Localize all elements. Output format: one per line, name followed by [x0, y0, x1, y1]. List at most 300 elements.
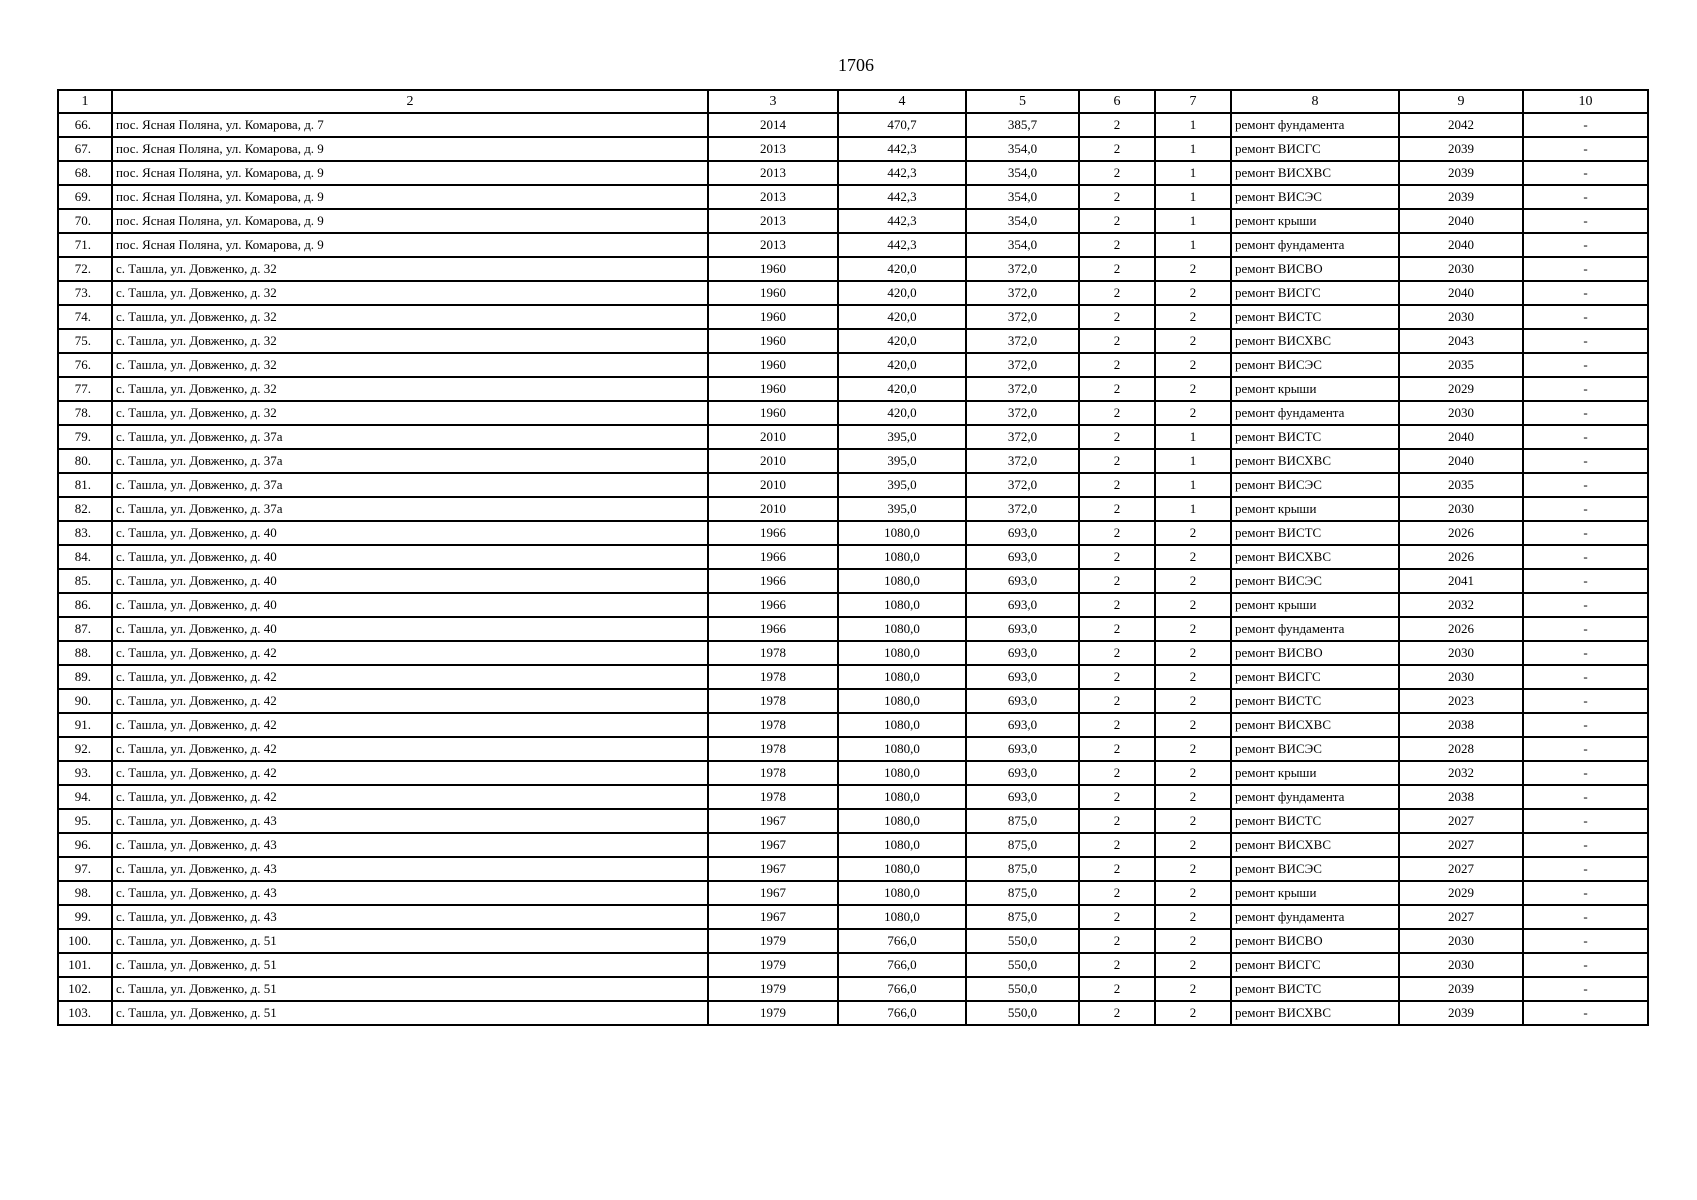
cell-living-area: 372,0 — [966, 281, 1079, 305]
cell-year-built: 1960 — [708, 353, 838, 377]
cell-work-type: ремонт ВИСЭС — [1231, 569, 1399, 593]
cell-entrances: 2 — [1155, 713, 1231, 737]
cell-living-area: 372,0 — [966, 449, 1079, 473]
cell-row-number: 73. — [58, 281, 112, 305]
cell-year-built: 1966 — [708, 569, 838, 593]
cell-work-type: ремонт ВИСГС — [1231, 137, 1399, 161]
cell-living-area: 550,0 — [966, 929, 1079, 953]
cell-note: - — [1523, 209, 1648, 233]
table-row — [58, 257, 1648, 281]
cell-note: - — [1523, 905, 1648, 929]
cell-note: - — [1523, 401, 1648, 425]
cell-row-number: 89. — [58, 665, 112, 689]
cell-year-built: 1967 — [708, 905, 838, 929]
cell-row-number: 94. — [58, 785, 112, 809]
cell-floors: 2 — [1079, 281, 1155, 305]
cell-total-area: 395,0 — [838, 449, 966, 473]
cell-living-area: 693,0 — [966, 689, 1079, 713]
cell-entrances: 2 — [1155, 857, 1231, 881]
cell-floors: 2 — [1079, 641, 1155, 665]
cell-address: с. Ташла, ул. Довженко, д. 40 — [112, 569, 708, 593]
cell-planned-year: 2043 — [1399, 329, 1523, 353]
table-body — [58, 113, 1648, 1025]
cell-total-area: 442,3 — [838, 233, 966, 257]
cell-work-type: ремонт ВИСХВС — [1231, 545, 1399, 569]
table-row — [58, 977, 1648, 1001]
cell-total-area: 1080,0 — [838, 617, 966, 641]
cell-note: - — [1523, 785, 1648, 809]
cell-work-type: ремонт ВИСГС — [1231, 953, 1399, 977]
cell-address: пос. Ясная Поляна, ул. Комарова, д. 9 — [112, 209, 708, 233]
cell-note: - — [1523, 617, 1648, 641]
cell-entrances: 2 — [1155, 257, 1231, 281]
cell-living-area: 385,7 — [966, 113, 1079, 137]
table-row — [58, 833, 1648, 857]
cell-total-area: 442,3 — [838, 161, 966, 185]
cell-row-number: 102. — [58, 977, 112, 1001]
cell-living-area: 550,0 — [966, 953, 1079, 977]
cell-planned-year: 2042 — [1399, 113, 1523, 137]
cell-living-area: 372,0 — [966, 329, 1079, 353]
cell-address: с. Ташла, ул. Довженко, д. 37а — [112, 449, 708, 473]
cell-living-area: 372,0 — [966, 401, 1079, 425]
cell-floors: 2 — [1079, 161, 1155, 185]
cell-year-built: 1979 — [708, 977, 838, 1001]
cell-note: - — [1523, 881, 1648, 905]
cell-living-area: 372,0 — [966, 425, 1079, 449]
table-row — [58, 113, 1648, 137]
table-row — [58, 617, 1648, 641]
cell-living-area: 693,0 — [966, 665, 1079, 689]
cell-note: - — [1523, 113, 1648, 137]
cell-planned-year: 2035 — [1399, 473, 1523, 497]
cell-floors: 2 — [1079, 305, 1155, 329]
cell-address: с. Ташла, ул. Довженко, д. 40 — [112, 593, 708, 617]
repair-schedule-table — [57, 89, 1649, 1026]
cell-row-number: 101. — [58, 953, 112, 977]
table-row — [58, 185, 1648, 209]
cell-row-number: 99. — [58, 905, 112, 929]
cell-work-type: ремонт ВИСХВС — [1231, 329, 1399, 353]
cell-total-area: 442,3 — [838, 185, 966, 209]
cell-entrances: 2 — [1155, 617, 1231, 641]
cell-living-area: 693,0 — [966, 593, 1079, 617]
cell-entrances: 1 — [1155, 161, 1231, 185]
cell-work-type: ремонт фундамента — [1231, 905, 1399, 929]
cell-row-number: 98. — [58, 881, 112, 905]
cell-planned-year: 2030 — [1399, 401, 1523, 425]
cell-note: - — [1523, 569, 1648, 593]
cell-year-built: 1979 — [708, 953, 838, 977]
cell-year-built: 1978 — [708, 737, 838, 761]
cell-entrances: 2 — [1155, 665, 1231, 689]
cell-total-area: 1080,0 — [838, 737, 966, 761]
cell-entrances: 2 — [1155, 1001, 1231, 1025]
cell-work-type: ремонт ВИСЭС — [1231, 473, 1399, 497]
cell-note: - — [1523, 305, 1648, 329]
cell-address: с. Ташла, ул. Довженко, д. 42 — [112, 713, 708, 737]
cell-row-number: 68. — [58, 161, 112, 185]
cell-row-number: 83. — [58, 521, 112, 545]
cell-address: с. Ташла, ул. Довженко, д. 43 — [112, 905, 708, 929]
cell-address: с. Ташла, ул. Довженко, д. 32 — [112, 353, 708, 377]
column-header-7: 7 — [1155, 90, 1231, 113]
cell-planned-year: 2030 — [1399, 305, 1523, 329]
cell-entrances: 2 — [1155, 305, 1231, 329]
table-row — [58, 377, 1648, 401]
cell-floors: 2 — [1079, 593, 1155, 617]
cell-row-number: 91. — [58, 713, 112, 737]
cell-living-area: 354,0 — [966, 233, 1079, 257]
cell-note: - — [1523, 521, 1648, 545]
cell-note: - — [1523, 929, 1648, 953]
cell-row-number: 81. — [58, 473, 112, 497]
cell-note: - — [1523, 329, 1648, 353]
cell-planned-year: 2039 — [1399, 137, 1523, 161]
cell-note: - — [1523, 233, 1648, 257]
cell-address: пос. Ясная Поляна, ул. Комарова, д. 9 — [112, 137, 708, 161]
cell-floors: 2 — [1079, 665, 1155, 689]
cell-floors: 2 — [1079, 545, 1155, 569]
cell-note: - — [1523, 737, 1648, 761]
cell-note: - — [1523, 833, 1648, 857]
cell-floors: 2 — [1079, 689, 1155, 713]
cell-total-area: 1080,0 — [838, 833, 966, 857]
cell-row-number: 97. — [58, 857, 112, 881]
cell-year-built: 2013 — [708, 209, 838, 233]
cell-address: с. Ташла, ул. Довженко, д. 32 — [112, 305, 708, 329]
cell-address: с. Ташла, ул. Довженко, д. 42 — [112, 641, 708, 665]
table-row — [58, 521, 1648, 545]
table-row — [58, 905, 1648, 929]
cell-total-area: 420,0 — [838, 377, 966, 401]
cell-living-area: 372,0 — [966, 257, 1079, 281]
cell-total-area: 1080,0 — [838, 689, 966, 713]
cell-entrances: 1 — [1155, 137, 1231, 161]
cell-work-type: ремонт ВИСТС — [1231, 425, 1399, 449]
cell-floors: 2 — [1079, 233, 1155, 257]
cell-living-area: 875,0 — [966, 809, 1079, 833]
cell-entrances: 2 — [1155, 521, 1231, 545]
cell-floors: 2 — [1079, 761, 1155, 785]
cell-planned-year: 2028 — [1399, 737, 1523, 761]
cell-total-area: 1080,0 — [838, 905, 966, 929]
cell-living-area: 372,0 — [966, 353, 1079, 377]
cell-row-number: 84. — [58, 545, 112, 569]
cell-note: - — [1523, 713, 1648, 737]
cell-year-built: 1978 — [708, 761, 838, 785]
cell-address: с. Ташла, ул. Довженко, д. 32 — [112, 329, 708, 353]
cell-address: с. Ташла, ул. Довженко, д. 40 — [112, 521, 708, 545]
cell-row-number: 88. — [58, 641, 112, 665]
cell-planned-year: 2040 — [1399, 209, 1523, 233]
cell-total-area: 1080,0 — [838, 713, 966, 737]
cell-address: с. Ташла, ул. Довженко, д. 43 — [112, 881, 708, 905]
cell-living-area: 693,0 — [966, 545, 1079, 569]
cell-planned-year: 2032 — [1399, 761, 1523, 785]
table-row — [58, 953, 1648, 977]
cell-year-built: 2013 — [708, 161, 838, 185]
cell-living-area: 354,0 — [966, 137, 1079, 161]
table-row — [58, 713, 1648, 737]
cell-work-type: ремонт ВИСВО — [1231, 257, 1399, 281]
cell-floors: 2 — [1079, 257, 1155, 281]
cell-work-type: ремонт ВИСЭС — [1231, 185, 1399, 209]
cell-address: пос. Ясная Поляна, ул. Комарова, д. 9 — [112, 161, 708, 185]
cell-address: пос. Ясная Поляна, ул. Комарова, д. 9 — [112, 185, 708, 209]
cell-planned-year: 2039 — [1399, 977, 1523, 1001]
cell-note: - — [1523, 281, 1648, 305]
table-row — [58, 425, 1648, 449]
cell-work-type: ремонт крыши — [1231, 497, 1399, 521]
cell-year-built: 1966 — [708, 617, 838, 641]
cell-total-area: 442,3 — [838, 137, 966, 161]
cell-total-area: 1080,0 — [838, 641, 966, 665]
cell-year-built: 2013 — [708, 233, 838, 257]
cell-year-built: 1967 — [708, 857, 838, 881]
cell-planned-year: 2030 — [1399, 953, 1523, 977]
cell-planned-year: 2027 — [1399, 857, 1523, 881]
cell-total-area: 395,0 — [838, 473, 966, 497]
cell-work-type: ремонт ВИСХВС — [1231, 161, 1399, 185]
column-header-4: 4 — [838, 90, 966, 113]
cell-total-area: 1080,0 — [838, 857, 966, 881]
cell-living-area: 693,0 — [966, 761, 1079, 785]
cell-work-type: ремонт крыши — [1231, 881, 1399, 905]
cell-note: - — [1523, 425, 1648, 449]
table-row — [58, 329, 1648, 353]
cell-row-number: 95. — [58, 809, 112, 833]
cell-address: с. Ташла, ул. Довженко, д. 42 — [112, 761, 708, 785]
table-row — [58, 593, 1648, 617]
cell-note: - — [1523, 689, 1648, 713]
cell-entrances: 2 — [1155, 929, 1231, 953]
cell-living-area: 693,0 — [966, 785, 1079, 809]
cell-living-area: 875,0 — [966, 881, 1079, 905]
cell-total-area: 766,0 — [838, 929, 966, 953]
cell-planned-year: 2026 — [1399, 521, 1523, 545]
cell-floors: 2 — [1079, 449, 1155, 473]
cell-floors: 2 — [1079, 857, 1155, 881]
cell-note: - — [1523, 1001, 1648, 1025]
cell-entrances: 2 — [1155, 737, 1231, 761]
cell-entrances: 2 — [1155, 761, 1231, 785]
cell-work-type: ремонт фундамента — [1231, 401, 1399, 425]
cell-year-built: 2010 — [708, 497, 838, 521]
cell-living-area: 372,0 — [966, 377, 1079, 401]
cell-living-area: 693,0 — [966, 713, 1079, 737]
cell-planned-year: 2041 — [1399, 569, 1523, 593]
cell-address: с. Ташла, ул. Довженко, д. 51 — [112, 929, 708, 953]
cell-entrances: 1 — [1155, 233, 1231, 257]
cell-note: - — [1523, 449, 1648, 473]
table-row — [58, 545, 1648, 569]
cell-entrances: 1 — [1155, 113, 1231, 137]
column-header-2: 2 — [112, 90, 708, 113]
cell-entrances: 2 — [1155, 281, 1231, 305]
cell-work-type: ремонт ВИСХВС — [1231, 833, 1399, 857]
cell-year-built: 1960 — [708, 377, 838, 401]
cell-total-area: 1080,0 — [838, 521, 966, 545]
cell-entrances: 1 — [1155, 449, 1231, 473]
cell-floors: 2 — [1079, 737, 1155, 761]
cell-living-area: 875,0 — [966, 905, 1079, 929]
cell-address: с. Ташла, ул. Довженко, д. 37а — [112, 473, 708, 497]
column-header-9: 9 — [1399, 90, 1523, 113]
cell-planned-year: 2026 — [1399, 545, 1523, 569]
cell-year-built: 1979 — [708, 929, 838, 953]
table-row — [58, 665, 1648, 689]
cell-year-built: 1960 — [708, 401, 838, 425]
cell-floors: 2 — [1079, 1001, 1155, 1025]
cell-floors: 2 — [1079, 113, 1155, 137]
cell-note: - — [1523, 257, 1648, 281]
cell-entrances: 2 — [1155, 593, 1231, 617]
cell-work-type: ремонт крыши — [1231, 209, 1399, 233]
cell-work-type: ремонт крыши — [1231, 593, 1399, 617]
cell-row-number: 85. — [58, 569, 112, 593]
cell-year-built: 1960 — [708, 329, 838, 353]
cell-row-number: 80. — [58, 449, 112, 473]
cell-floors: 2 — [1079, 569, 1155, 593]
cell-work-type: ремонт ВИСВО — [1231, 641, 1399, 665]
cell-total-area: 1080,0 — [838, 593, 966, 617]
cell-living-area: 354,0 — [966, 185, 1079, 209]
column-header-3: 3 — [708, 90, 838, 113]
cell-row-number: 86. — [58, 593, 112, 617]
cell-living-area: 875,0 — [966, 857, 1079, 881]
cell-year-built: 1960 — [708, 281, 838, 305]
cell-address: с. Ташла, ул. Довженко, д. 42 — [112, 665, 708, 689]
cell-note: - — [1523, 665, 1648, 689]
cell-floors: 2 — [1079, 929, 1155, 953]
cell-entrances: 2 — [1155, 833, 1231, 857]
cell-floors: 2 — [1079, 833, 1155, 857]
cell-planned-year: 2027 — [1399, 809, 1523, 833]
cell-row-number: 69. — [58, 185, 112, 209]
table-row — [58, 569, 1648, 593]
table-row — [58, 881, 1648, 905]
cell-floors: 2 — [1079, 617, 1155, 641]
cell-row-number: 71. — [58, 233, 112, 257]
cell-floors: 2 — [1079, 209, 1155, 233]
cell-total-area: 1080,0 — [838, 881, 966, 905]
cell-address: с. Ташла, ул. Довженко, д. 40 — [112, 617, 708, 641]
table-row — [58, 497, 1648, 521]
cell-year-built: 1966 — [708, 521, 838, 545]
cell-living-area: 372,0 — [966, 305, 1079, 329]
cell-entrances: 2 — [1155, 377, 1231, 401]
cell-planned-year: 2029 — [1399, 377, 1523, 401]
cell-row-number: 79. — [58, 425, 112, 449]
cell-row-number: 90. — [58, 689, 112, 713]
cell-total-area: 766,0 — [838, 953, 966, 977]
cell-planned-year: 2040 — [1399, 425, 1523, 449]
cell-planned-year: 2030 — [1399, 641, 1523, 665]
cell-year-built: 1979 — [708, 1001, 838, 1025]
table-row — [58, 641, 1648, 665]
table-row — [58, 233, 1648, 257]
cell-note: - — [1523, 473, 1648, 497]
cell-work-type: ремонт ВИСХВС — [1231, 449, 1399, 473]
cell-living-area: 550,0 — [966, 977, 1079, 1001]
cell-floors: 2 — [1079, 785, 1155, 809]
cell-planned-year: 2030 — [1399, 497, 1523, 521]
cell-address: с. Ташла, ул. Довженко, д. 32 — [112, 401, 708, 425]
cell-address: с. Ташла, ул. Довженко, д. 32 — [112, 377, 708, 401]
table-row — [58, 281, 1648, 305]
cell-work-type: ремонт ВИСХВС — [1231, 1001, 1399, 1025]
cell-address: с. Ташла, ул. Довженко, д. 42 — [112, 737, 708, 761]
cell-note: - — [1523, 809, 1648, 833]
cell-note: - — [1523, 497, 1648, 521]
table-row — [58, 761, 1648, 785]
cell-note: - — [1523, 161, 1648, 185]
cell-floors: 2 — [1079, 497, 1155, 521]
cell-year-built: 2010 — [708, 473, 838, 497]
cell-living-area: 550,0 — [966, 1001, 1079, 1025]
cell-work-type: ремонт ВИСГС — [1231, 665, 1399, 689]
cell-work-type: ремонт крыши — [1231, 761, 1399, 785]
cell-work-type: ремонт фундамента — [1231, 113, 1399, 137]
cell-total-area: 1080,0 — [838, 665, 966, 689]
cell-address: пос. Ясная Поляна, ул. Комарова, д. 9 — [112, 233, 708, 257]
cell-year-built: 1960 — [708, 257, 838, 281]
cell-work-type: ремонт ВИСТС — [1231, 809, 1399, 833]
cell-floors: 2 — [1079, 521, 1155, 545]
table-row — [58, 209, 1648, 233]
cell-row-number: 76. — [58, 353, 112, 377]
cell-entrances: 2 — [1155, 401, 1231, 425]
cell-floors: 2 — [1079, 377, 1155, 401]
cell-entrances: 2 — [1155, 329, 1231, 353]
cell-work-type: ремонт ВИСТС — [1231, 689, 1399, 713]
cell-planned-year: 2039 — [1399, 1001, 1523, 1025]
cell-planned-year: 2040 — [1399, 449, 1523, 473]
table-row — [58, 353, 1648, 377]
cell-total-area: 1080,0 — [838, 569, 966, 593]
cell-year-built: 2010 — [708, 425, 838, 449]
cell-year-built: 1978 — [708, 641, 838, 665]
page-number: 1706 — [838, 55, 874, 75]
cell-row-number: 78. — [58, 401, 112, 425]
cell-entrances: 2 — [1155, 689, 1231, 713]
cell-floors: 2 — [1079, 401, 1155, 425]
cell-entrances: 1 — [1155, 209, 1231, 233]
cell-year-built: 1978 — [708, 689, 838, 713]
cell-planned-year: 2030 — [1399, 929, 1523, 953]
cell-note: - — [1523, 377, 1648, 401]
cell-total-area: 766,0 — [838, 1001, 966, 1025]
cell-living-area: 693,0 — [966, 569, 1079, 593]
table-row — [58, 785, 1648, 809]
cell-address: с. Ташла, ул. Довженко, д. 32 — [112, 281, 708, 305]
cell-planned-year: 2039 — [1399, 185, 1523, 209]
cell-row-number: 93. — [58, 761, 112, 785]
cell-entrances: 2 — [1155, 641, 1231, 665]
cell-work-type: ремонт фундамента — [1231, 617, 1399, 641]
cell-note: - — [1523, 185, 1648, 209]
cell-row-number: 67. — [58, 137, 112, 161]
cell-work-type: ремонт ВИСТС — [1231, 305, 1399, 329]
cell-year-built: 1967 — [708, 833, 838, 857]
cell-work-type: ремонт ВИСВО — [1231, 929, 1399, 953]
cell-entrances: 2 — [1155, 953, 1231, 977]
cell-floors: 2 — [1079, 425, 1155, 449]
cell-living-area: 693,0 — [966, 521, 1079, 545]
cell-total-area: 470,7 — [838, 113, 966, 137]
cell-row-number: 70. — [58, 209, 112, 233]
